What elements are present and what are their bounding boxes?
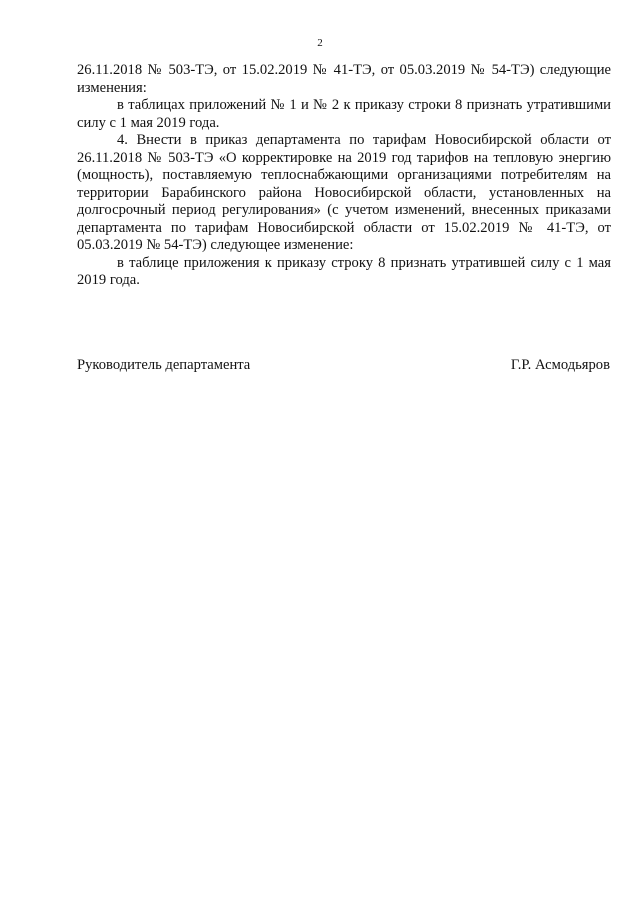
signature-block bbox=[77, 357, 610, 375]
document-body bbox=[77, 62, 611, 290]
paragraph-tables-1-2: в таблицах приложений № 1 и № 2 к приказу строки 8 признать утратившими силу с 1 мая 2019 года. bbox=[77, 97, 611, 131]
paragraph-continuation: 26.11.2018 № 503-ТЭ, от 15.02.2019 № 41-ТЭ, от 05.03.2019 № 54-ТЭ) следующие изменения: bbox=[77, 62, 611, 96]
signatory-name: Г.Р. Асмодьяров bbox=[510, 357, 610, 373]
page-number: 2 bbox=[317, 37, 323, 49]
paragraph-item-4: 4. Внести в приказ департамента по тарифам Новосибирской области от 26.11.2018 № 503-ТЭ «О корректировке на 2019 год тарифов на тепловую энергию (мощность), поставляемую теплоснабжающими организациями потребителям на территории Барабинского района Новосибирской области, установленных на долгосрочный период регулирования» (с учетом изменений, внесенных приказами департамента по тарифам Новосибирской области от 15.02.2019 № 41-ТЭ, от 05.03.2019 № 54-ТЭ) следующее изменение: bbox=[77, 132, 611, 253]
signatory-position: Руководитель департамента bbox=[77, 357, 251, 373]
paragraph-table-appendix: в таблице приложения к приказу строку 8 признать утратившей силу с 1 мая 2019 года. bbox=[77, 254, 611, 288]
